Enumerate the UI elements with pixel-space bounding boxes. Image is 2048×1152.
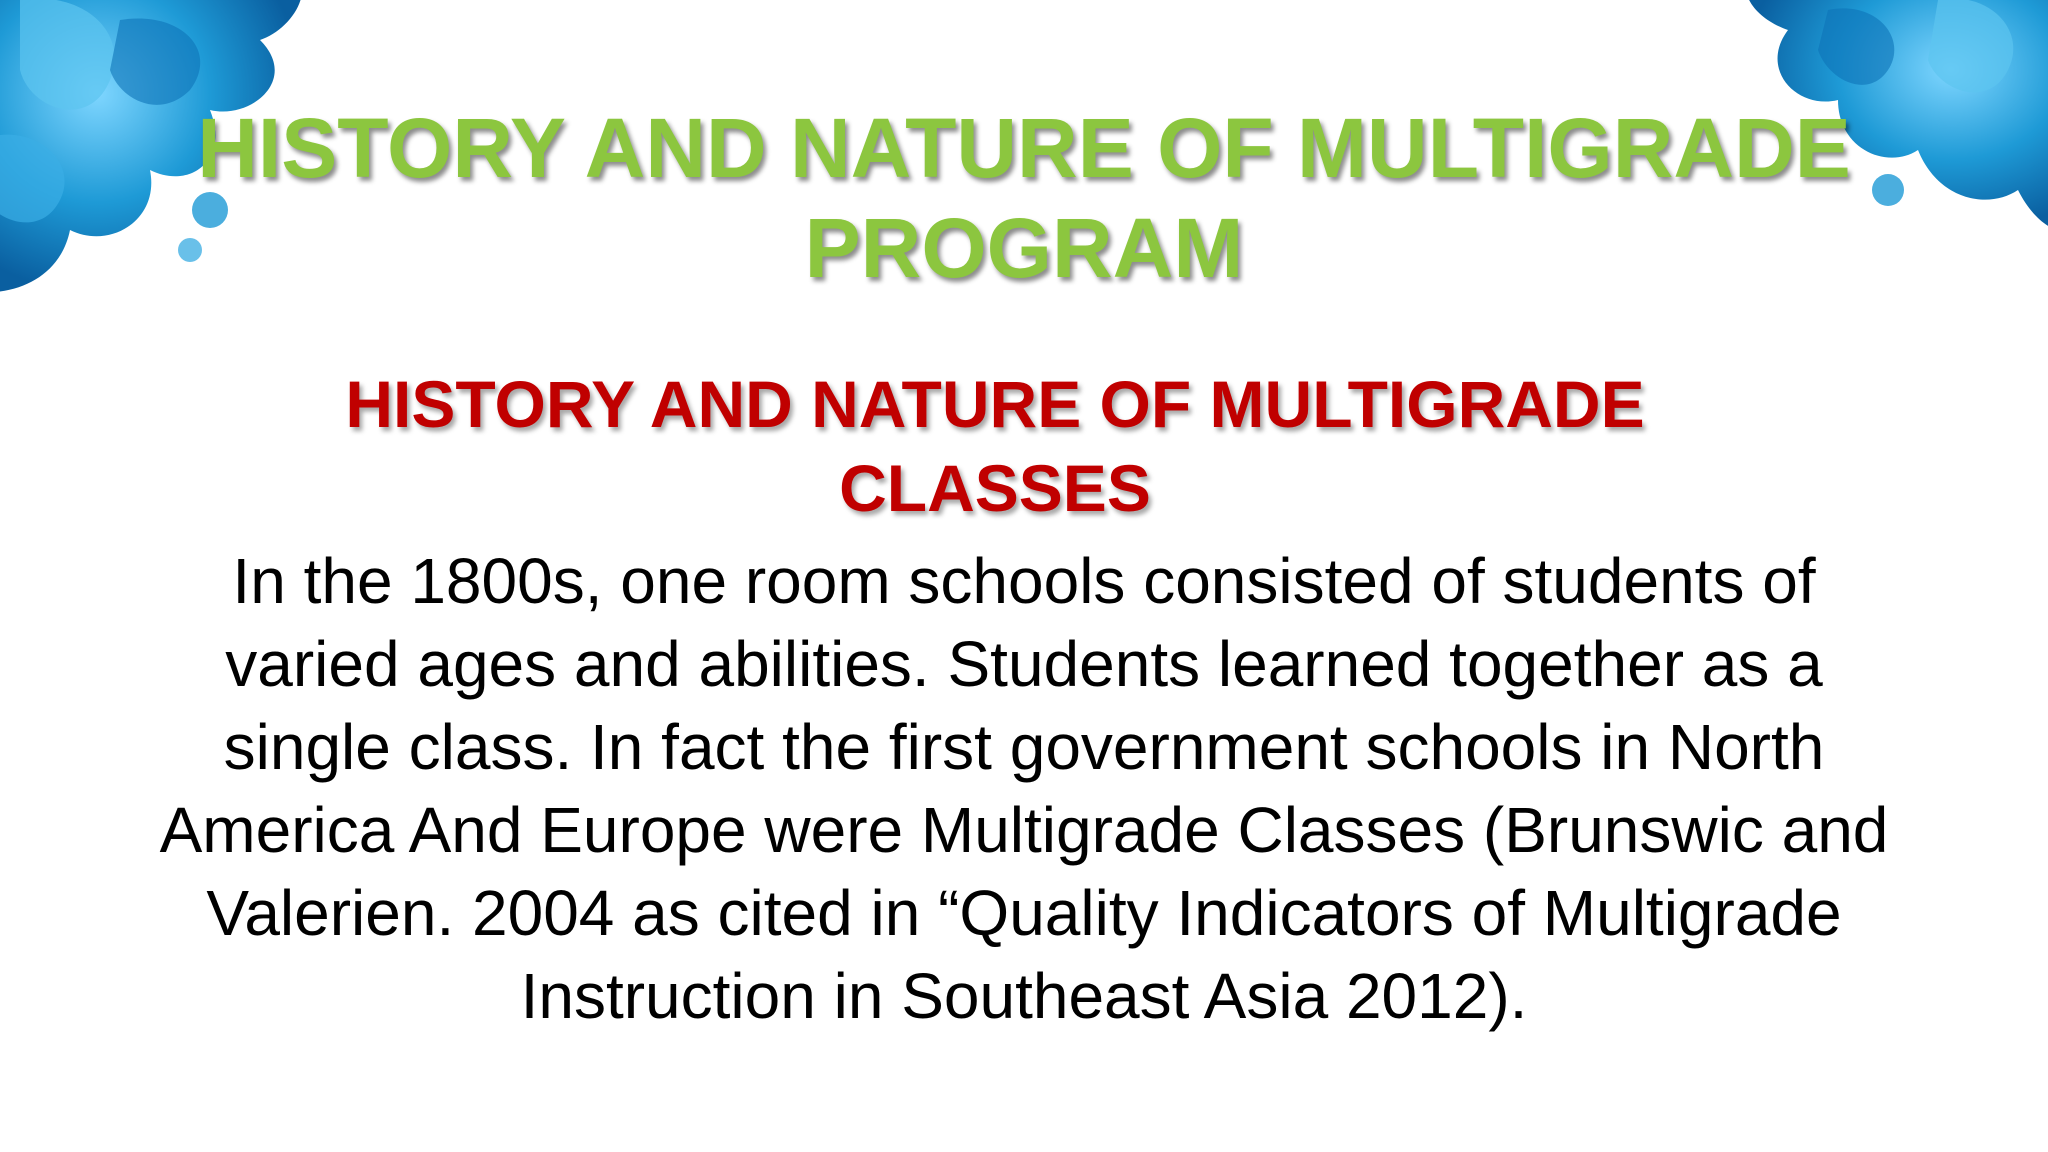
body-line: Valerien. 2004 as cited in “Quality Indicators of Multigrade [206,877,1842,949]
body-paragraph [60,540,1988,1038]
section-heading-line-2: CLASSES [839,451,1151,525]
body-line: single class. In fact the first government schools in North [223,711,1825,783]
slide-title [0,98,2048,298]
body-line: varied ages and abilities. Students learned together as a [225,628,1823,700]
body-line: In the 1800s, one room schools consisted of students of [232,545,1816,617]
section-heading [210,362,1780,530]
slide-title-line-1: HISTORY AND NATURE OF MULTIGRADE [197,101,1851,195]
body-line: America And Europe were Multigrade Classes (Brunswic and [159,794,1889,866]
section-heading-line-1: HISTORY AND NATURE OF MULTIGRADE [345,367,1645,441]
body-line: Instruction in Southeast Asia 2012). [520,960,1528,1032]
slide-title-line-2: PROGRAM [804,201,1244,295]
